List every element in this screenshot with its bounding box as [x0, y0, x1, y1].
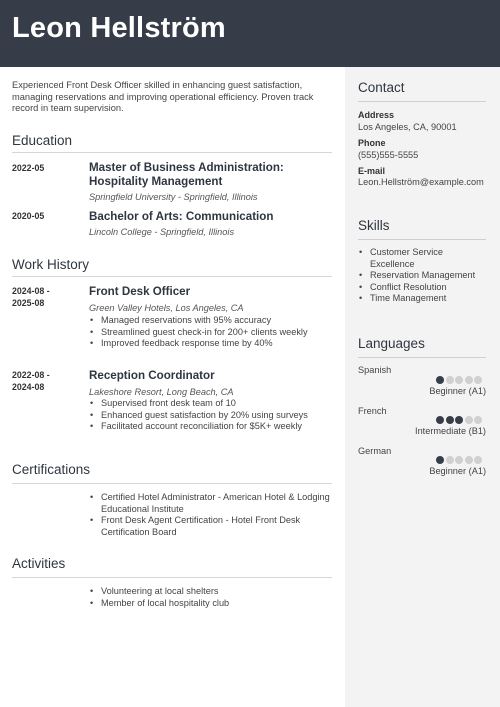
skills-divider	[358, 239, 486, 240]
work-company: Green Valley Hotels, Los Angeles, CA	[89, 303, 244, 313]
work-date-start: 2022-08 -	[12, 370, 50, 380]
proficiency-dot-filled	[436, 456, 444, 464]
list-item: • Front Desk Agent Certification - Hotel Front Desk Certification Board	[89, 515, 334, 538]
list-item: • Improved feedback response time by 40%	[89, 338, 334, 350]
proficiency-dot-filled	[455, 416, 463, 424]
languages-divider	[358, 357, 486, 358]
work-date	[12, 286, 50, 309]
list-item: • Managed reservations with 95% accuracy	[89, 315, 334, 327]
phone-value: (555)555-5555	[358, 150, 419, 160]
contact-divider	[358, 101, 486, 102]
education-date: 2022-05	[12, 163, 45, 173]
skills-list	[358, 247, 486, 305]
list-item: • Reservation Management	[358, 270, 486, 282]
proficiency-dot-filled	[436, 376, 444, 384]
education-degree: Master of Business Administration: Hospitality Management	[89, 161, 284, 188]
list-item: • Conflict Resolution	[358, 282, 486, 294]
proficiency-dot-empty	[455, 456, 463, 464]
education-school: Springfield University - Springfield, Illinois	[89, 192, 258, 202]
proficiency-dot-filled	[436, 416, 444, 424]
education-degree: Bachelor of Arts: Communication	[89, 210, 274, 223]
list-item: • Customer Service Excellence	[358, 247, 486, 270]
list-item: • Member of local hospitality club	[89, 598, 334, 610]
work-date-end: 2025-08	[12, 297, 45, 308]
language-name: German	[358, 446, 392, 456]
phone-label: Phone	[358, 138, 386, 148]
certifications-heading: Certifications	[12, 462, 91, 477]
education-divider	[12, 152, 332, 153]
language-level: Beginner (A1)	[429, 386, 486, 396]
activities-heading: Activities	[12, 556, 66, 571]
proficiency-dot-empty	[446, 376, 454, 384]
proficiency-dot-empty	[465, 376, 473, 384]
language-name: French	[358, 406, 387, 416]
education-school: Lincoln College - Springfield, Illinois	[89, 227, 235, 237]
proficiency-dot-empty	[446, 456, 454, 464]
list-item: • Facilitated account reconciliation for $5K+ weekly	[89, 421, 334, 433]
proficiency-dot-empty	[474, 416, 482, 424]
work-date-start: 2024-08 -	[12, 286, 50, 296]
certifications-list	[89, 492, 334, 538]
work-bullets	[89, 398, 334, 433]
skills-heading: Skills	[358, 218, 390, 233]
proficiency-dot-empty	[455, 376, 463, 384]
email-value: Leon.Hellström@example.com	[358, 177, 484, 187]
work-role: Reception Coordinator	[89, 369, 215, 382]
list-item: • Supervised front desk team of 10	[89, 398, 334, 410]
proficiency-dot-empty	[474, 456, 482, 464]
email-label: E-mail	[358, 166, 386, 176]
work-role: Front Desk Officer	[89, 285, 191, 298]
proficiency-dot-empty	[465, 456, 473, 464]
address-label: Address	[358, 110, 395, 120]
work-date-end: 2024-08	[12, 381, 45, 392]
work-date	[12, 370, 50, 393]
address-value: Los Angeles, CA, 90001	[358, 122, 457, 132]
list-item: • Certified Hotel Administrator - American Hotel & Lodging Educational Institute	[89, 492, 334, 515]
certifications-divider	[12, 483, 332, 484]
proficiency-dot-empty	[465, 416, 473, 424]
work-history-heading: Work History	[12, 257, 90, 272]
profile-summary: Experienced Front Desk Officer skilled in enhancing guest satisfaction, managing reservations and improving operational efficiency. Proven track record in team supervision.	[12, 80, 314, 114]
list-item: • Enhanced guest satisfaction by 20% using surveys	[89, 410, 334, 422]
header-banner	[0, 0, 500, 67]
work-company: Lakeshore Resort, Long Beach, CA	[89, 387, 234, 397]
languages-heading: Languages	[358, 336, 425, 351]
list-item: • Time Management	[358, 293, 486, 305]
language-level: Beginner (A1)	[429, 466, 486, 476]
language-proficiency-dots	[436, 416, 482, 424]
proficiency-dot-empty	[474, 376, 482, 384]
activities-divider	[12, 577, 332, 578]
work-bullets	[89, 315, 334, 350]
activities-list	[89, 586, 334, 609]
contact-heading: Contact	[358, 80, 405, 95]
education-date: 2020-05	[12, 211, 45, 221]
list-item: • Streamlined guest check-in for 200+ clients weekly	[89, 327, 334, 339]
candidate-name: Leon Hellström	[12, 12, 226, 44]
language-proficiency-dots	[436, 456, 482, 464]
language-name: Spanish	[358, 365, 392, 375]
language-proficiency-dots	[436, 376, 482, 384]
education-heading: Education	[12, 133, 73, 148]
work-history-divider	[12, 276, 332, 277]
language-level: Intermediate (B1)	[415, 426, 486, 436]
proficiency-dot-filled	[446, 416, 454, 424]
list-item: • Volunteering at local shelters	[89, 586, 334, 598]
